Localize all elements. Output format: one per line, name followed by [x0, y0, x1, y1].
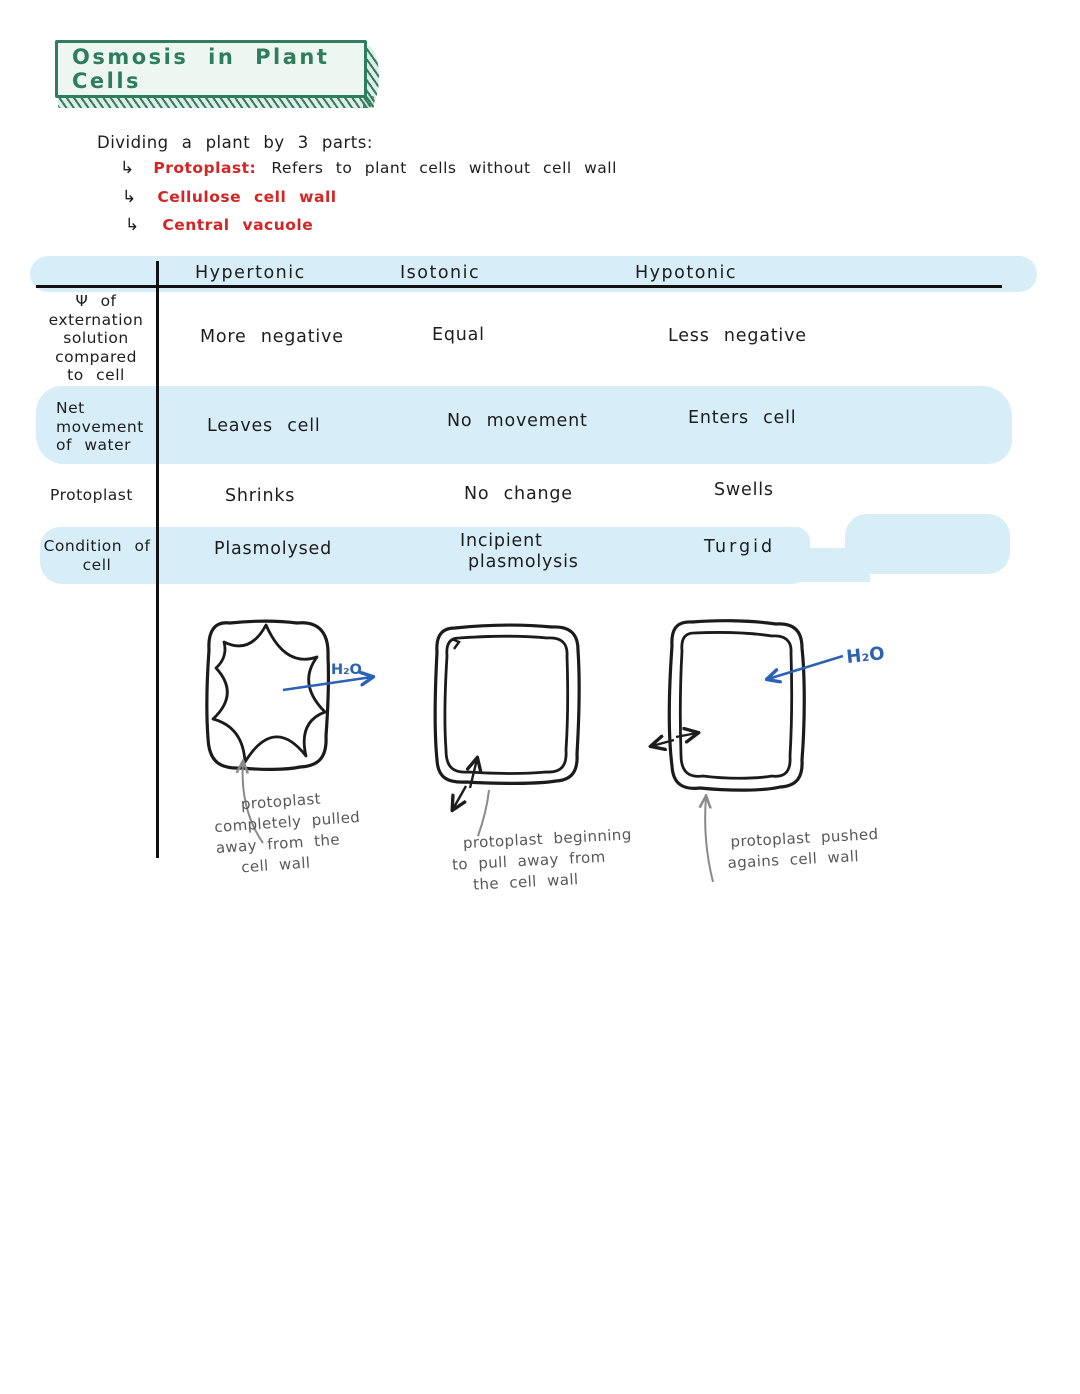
- water-in-arrow: [768, 656, 843, 679]
- cell-wall-outline: [669, 621, 804, 790]
- cell-isotonic-protoplast: No change: [464, 484, 573, 504]
- incipient-cell-drawing: [435, 625, 579, 836]
- caption-line: protoplast: [240, 789, 322, 814]
- caption-pointer-line: [478, 790, 489, 836]
- column-header-hypotonic: Hypotonic: [635, 263, 737, 283]
- row-label-line: compared: [55, 347, 137, 366]
- protoplast-membrane-outline: [445, 636, 568, 773]
- highlight-band-condition-bridge: [790, 548, 870, 582]
- cell-isotonic-movement: No movement: [447, 411, 588, 431]
- cell-line: plasmolysis: [468, 552, 579, 572]
- shrunken-protoplast-outline: [213, 625, 325, 762]
- cell-hypertonic-condition: Plasmolysed: [214, 539, 333, 559]
- cell-hypotonic-condition: Turgid: [704, 537, 776, 557]
- caption-turgid: [726, 824, 880, 874]
- water-label: H₂O: [331, 662, 362, 678]
- row-label-condition: [42, 537, 152, 574]
- row-label-line: solution: [63, 329, 129, 347]
- cell-hypertonic-movement: Leaves cell: [207, 416, 321, 436]
- row-label-line: of water: [56, 436, 132, 454]
- row-label-line: Net: [56, 399, 85, 417]
- table-header-rule: [36, 285, 1002, 288]
- caption-line: agains cell wall: [727, 847, 860, 872]
- caption-line: protoplast beginning: [462, 825, 633, 853]
- cell-hypertonic-potential: More negative: [200, 327, 344, 347]
- cell-line: Incipient: [460, 531, 543, 551]
- cell-wall-outline: [435, 625, 579, 783]
- column-header-hypertonic: Hypertonic: [195, 263, 306, 283]
- row-label-line: Ψ of: [75, 292, 117, 310]
- page-title: Osmosis in Plant Cells: [72, 45, 330, 93]
- cell-isotonic-condition: [460, 531, 579, 573]
- bullet-text: Refers to plant cells without cell wall: [271, 159, 617, 177]
- caption-line: to pull away from: [451, 847, 607, 874]
- protoplast-membrane-outline: [680, 632, 791, 778]
- caption-line: cell wall: [240, 853, 311, 877]
- return-arrow-icon: ↳: [120, 158, 135, 178]
- caption-line: away from the: [215, 830, 341, 858]
- bullet-item-protoplast: [120, 158, 617, 178]
- water-label: H₂O: [845, 643, 886, 668]
- bullet-term: Cellulose cell wall: [157, 188, 337, 206]
- caption-line: completely pulled: [213, 807, 361, 837]
- caption-incipient: [450, 824, 634, 896]
- row-label-line: externation: [48, 310, 144, 329]
- caption-line: protoplast pushed: [730, 825, 879, 851]
- bullet-term: Protoplast:: [153, 159, 257, 177]
- row-label-net-movement: [36, 399, 154, 455]
- cell-hypertonic-protoplast: Shrinks: [225, 486, 296, 506]
- bullet-term: Central vacuole: [162, 216, 314, 234]
- bullet-item-vacuole: [125, 215, 313, 235]
- row-label-water-potential: [40, 292, 152, 385]
- row-label-line: Condition of: [43, 537, 151, 555]
- cell-isotonic-potential: Equal: [432, 325, 485, 345]
- cell-hypotonic-movement: Enters cell: [688, 408, 797, 428]
- row-label-line: cell: [82, 555, 112, 574]
- membrane-notch: [452, 639, 459, 649]
- column-header-isotonic: Isotonic: [400, 263, 481, 283]
- title-box: [55, 40, 367, 98]
- water-out-small-arrow: [453, 786, 466, 809]
- row-label-protoplast: [50, 486, 133, 505]
- cell-hypotonic-potential: Less negative: [668, 326, 807, 346]
- caption-line: the cell wall: [472, 870, 579, 894]
- caption-plasmolysed: [212, 786, 364, 880]
- cell-hypotonic-protoplast: Swells: [714, 480, 774, 500]
- return-arrow-icon: ↳: [125, 215, 140, 235]
- notes-heading: Dividing a plant by 3 parts:: [97, 133, 373, 152]
- return-arrow-icon: ↳: [122, 187, 137, 207]
- row-label-line: movement: [56, 417, 144, 436]
- row-label-line: to cell: [67, 366, 125, 384]
- bullet-item-cellulose: [122, 187, 337, 207]
- caption-pointer-arrow: [705, 797, 713, 882]
- row-label-line: Protoplast: [50, 486, 133, 504]
